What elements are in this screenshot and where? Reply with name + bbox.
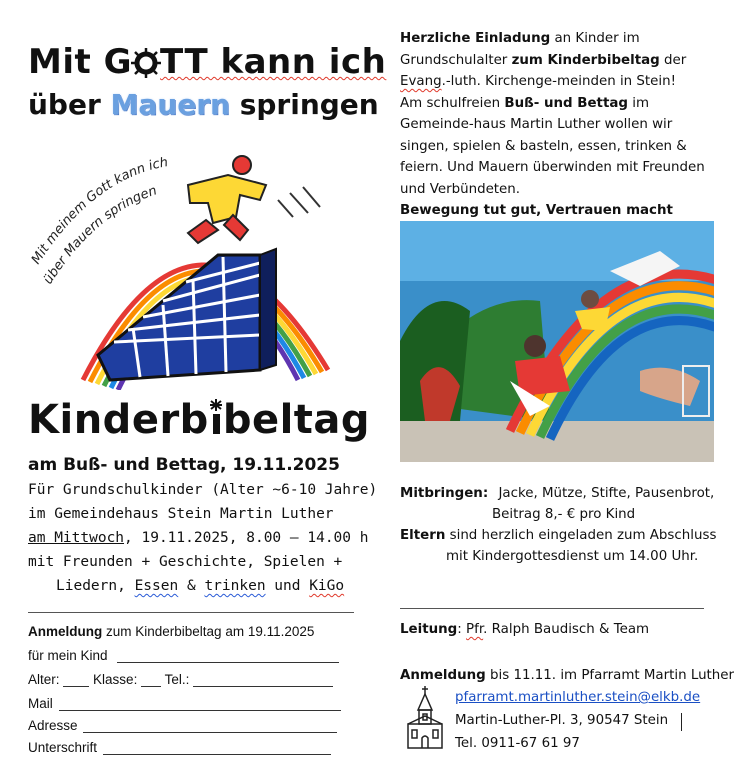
- mitbringen-label: Mitbringen:: [400, 486, 489, 501]
- email-row: [455, 690, 700, 705]
- tel-label: Tel.:: [164, 672, 190, 687]
- svg-text:Mit meinem Gott kann ich: [29, 155, 169, 267]
- jumping-child-figure: [188, 156, 266, 243]
- title2-c: springen: [229, 88, 379, 121]
- p1-text-3: .-luth. Kirchenge-meinden in Stein!: [441, 74, 676, 89]
- info5-a: Liedern,: [56, 578, 135, 594]
- p3-slogan: Bewegung tut gut, Vertrauen macht: [400, 203, 673, 218]
- title2-mauern: Mauern: [110, 88, 230, 121]
- logo-arc-text-2: über Mauern springen: [40, 183, 159, 288]
- info-line-2: im Gemeindehaus Stein Martin Luther: [28, 506, 334, 522]
- invitation-text: [400, 28, 720, 243]
- p2-text-1: Am schulfreien: [400, 95, 505, 111]
- p1-bold-1: Herzliche Einladung: [400, 31, 551, 46]
- left-divider: [28, 612, 354, 613]
- title2-a: über: [28, 88, 111, 121]
- text-cursor: [681, 713, 682, 731]
- info-line-1: Für Grundschulkinder (Alter ~6-10 Jahre): [28, 482, 378, 498]
- email-link[interactable]: pfarramt.martinluther.stein@elkb.de: [455, 690, 701, 705]
- unterschrift-label: Unterschrift: [28, 740, 98, 755]
- form-row-unterschrift: [28, 740, 331, 755]
- anmeldung-text: bis 11.11. im Pfarramt Martin Luther: [485, 668, 735, 683]
- alter-label: Alter:: [28, 672, 60, 687]
- info5-c: &: [178, 578, 205, 594]
- anmeldung-bold: Anmeldung: [400, 668, 486, 683]
- alter-field[interactable]: [63, 672, 89, 687]
- form-title: [28, 624, 314, 639]
- info-mittwoch: am Mittwoch: [28, 530, 125, 546]
- leitung-pfr: Pfr: [466, 622, 484, 637]
- phone-line: Tel. 0911-67 61 97: [455, 736, 580, 751]
- right-divider: [400, 608, 704, 609]
- p1-text-1: an Kinder im Grundschulalter: [400, 31, 640, 68]
- eltern-line-2: mit Kindergottesdienst um 14.00 Uhr.: [446, 549, 699, 564]
- info-line-4: mit Freunden + Geschichte, Spielen +: [28, 554, 343, 570]
- mitbringen-row: [400, 486, 714, 501]
- eltern-row: [400, 528, 716, 543]
- form-row-adresse: [28, 718, 337, 733]
- form-row-kind: [28, 648, 339, 663]
- anmeldung-row: [400, 668, 734, 683]
- tel-field[interactable]: [193, 672, 333, 687]
- event-headline: [28, 397, 370, 443]
- leitung-rest: . Ralph Baudisch & Team: [483, 622, 650, 637]
- adresse-label: Adresse: [28, 718, 78, 733]
- klasse-label: Klasse:: [93, 672, 138, 687]
- info-line-3: [28, 530, 368, 546]
- form-row-alter: [28, 672, 333, 687]
- p2-text-2: im Gemeinde-haus Martin Luther wollen wir singen, spielen & basteln, essen, trinken & feiern. Und Mauern überwinden mit Freunden und Verbündeten.: [400, 95, 705, 197]
- form-row-mail: [28, 696, 341, 711]
- klasse-field[interactable]: [141, 672, 161, 687]
- info-line-5: [56, 578, 344, 594]
- p1-text-2: der: [659, 52, 687, 68]
- beitrag-line: Beitrag 8,- € pro Kind: [492, 507, 636, 522]
- title-line-2: [28, 88, 379, 121]
- info5-kigo: KiGo: [309, 578, 345, 594]
- adresse-field[interactable]: [83, 718, 337, 733]
- title-text-b: TT kann ich: [160, 42, 387, 82]
- headline-a: Kinderb: [28, 397, 209, 443]
- mail-field[interactable]: [59, 696, 341, 711]
- kind-label: für mein Kind: [28, 648, 108, 663]
- headline-b: beltag: [222, 397, 371, 443]
- p1-evang: Evang: [400, 74, 442, 89]
- p1-bold-2: zum Kinderbibeltag: [511, 52, 660, 68]
- sun-i-icon: [209, 405, 223, 435]
- info5-essen: Essen: [134, 578, 179, 594]
- sun-o-icon: [132, 48, 160, 76]
- address-line: Martin-Luther-Pl. 3, 90547 Stein: [455, 713, 669, 728]
- mural-photo: [400, 221, 714, 462]
- eltern-bold: Eltern: [400, 528, 446, 543]
- kind-field[interactable]: [117, 648, 339, 663]
- form-title-rest: zum Kinderbibeltag am 19.11.2025: [102, 624, 315, 639]
- info-date: , 19.11.2025, 8.00 – 14.00 h: [124, 530, 369, 546]
- unterschrift-field[interactable]: [103, 740, 331, 755]
- leitung-colon: :: [457, 622, 467, 637]
- info5-trinken: trinken: [204, 578, 266, 594]
- leitung-row: [400, 622, 649, 637]
- title-line-1: [28, 42, 386, 82]
- church-icon: [404, 686, 446, 750]
- title-text-a: Mit G: [28, 42, 132, 82]
- info5-e: und: [265, 578, 310, 594]
- eltern-text: sind herzlich eingeladen zum Abschluss: [445, 528, 717, 543]
- logo-arc-text-1: Mit meinem Gott kann ich: [28, 155, 170, 268]
- form-title-bold: Anmeldung: [28, 624, 103, 639]
- event-logo: [28, 145, 348, 390]
- mail-label: Mail: [28, 696, 53, 711]
- mitbringen-items: Jacke, Mütze, Stifte, Pausenbrot,: [498, 486, 715, 501]
- p2-bold: Buß- und Bettag: [504, 95, 628, 111]
- leitung-bold: Leitung: [400, 622, 458, 637]
- date-line: am Buß- und Bettag, 19.11.2025: [28, 455, 340, 475]
